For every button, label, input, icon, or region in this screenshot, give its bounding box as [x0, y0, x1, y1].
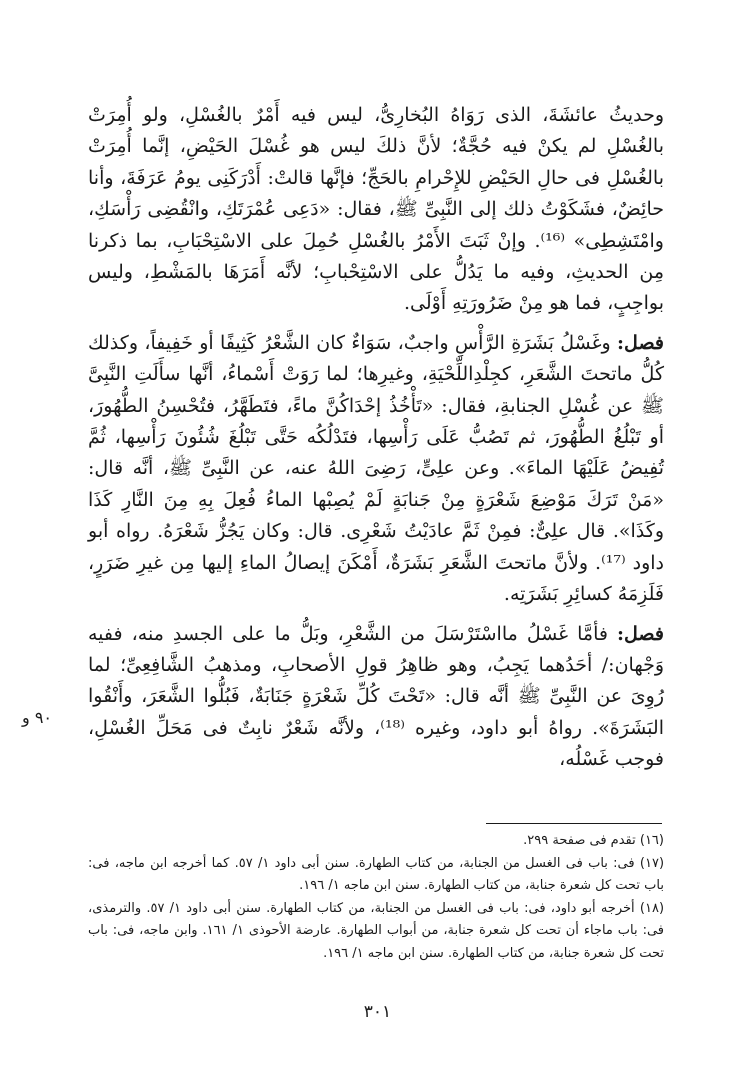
paragraph-text: وغَسْلُ بَشَرَةِ الرَّأْسِ واجبٌ، سَوَاءٌ كان الشَّعْرُ كَثِيفًا أو خَفِيفاً، وكذلك كُلُّ ماتحتَ الشَّعَرِ، كجِلْدِاللِّحْيَةِ، وغيرِها؛ لما رَوَتْ أَسْماءُ، أنَّها سأَلَتِ النَّبِىَّ ﷺ عن غُسْلِ الجنابةِ، فقال: «تَأْخُذُ إحْدَاكُنَّ ماءً، فتَطَهَّرُ، فتُحْسِنُ الطُّهُورَ، أو تَبْلُغُ الطُّهُورَ، ثم تَصُبُّ عَلَى رَأْسِها، فتَدْلُكُه حَتَّى تَبْلُغَ شُئُونَ رَأْسِها، ثُمَّ تُفِيضُ عَلَيْهَا الماءَ». وعن علِىٍّ، رَضِىَ اللهُ عنه، عن النَّبِىِّ ﷺ، أنَّه قال: «مَنْ تَرَكَ مَوْضِعَ شَعْرَةٍ مِنْ جَنابَةٍ لَمْ يُصِبْها الماءُ فُعِلَ بِهِ مِنَ النَّارِ كَذَا وكَذَا». قال علِىٌّ: فمِنْ ثَمَّ عادَيْتُ شَعْرِى. قال: وكان يَجُزُّ شَعْرَهُ. رواه أبو داود ⁽¹⁷⁾. ولأنَّ ماتحتَ الشَّعَرِ بَشَرَةٌ، أَمْكَنَ إيصالُ الماءِ إليها مِن غيرِ ضَرَرٍ، فَلَزِمَهُ كسائِرِ بَشَرَتِه.: [88, 331, 664, 606]
section-lead: فصل:: [617, 331, 665, 354]
paragraph-hadith-aisha: [88, 100, 664, 320]
footnote-18: (١٨) أخرجه أبو داود، فى: باب فى الغسل من الجنابة، من كتاب الطهارة. سنن أبى داود ١/ ٥٧. والترمذى، فى: باب ماجاء أن تحت كل شعرة جنابة، من أبواب الطهارة. عارضة الأحوذى ١/ ١٦١. وابن ماجه، فى: باب تحت كل شعرة جنابة، من كتاب الطهارة. سنن ابن ماجه ١/ ١٩٦.: [88, 900, 665, 961]
section-lead: فصل:: [617, 622, 664, 645]
margin-folio-note: ٩٠ و: [22, 708, 52, 727]
footnotes-block: [88, 830, 664, 966]
footnote-separator: [486, 823, 662, 824]
paragraph-fasl-hair: [88, 619, 664, 776]
main-text-block: [88, 100, 664, 776]
footnote-16: (١٦) تقدم فى صفحة ٢٩٩.: [523, 833, 664, 848]
paragraph-fasl-scalp: [88, 328, 664, 611]
footnote-17: (١٧) فى: باب فى الغسل من الجنابة، من كتاب الطهارة. سنن أبى داود ١/ ٥٧. كما أخرجه ابن ماجه، فى: باب تحت كل شعرة جنابة، من كتاب الطهارة. سنن ابن ماجه ١/ ١٩٦.: [88, 855, 665, 894]
paragraph-text: وحديثُ عائشَةَ، الذى رَوَاهُ البُخارِىُّ، ليس فيه أَمْرٌ بالغُسْلِ، ولو أُمِرَتْ بالغُسْلِ لم يكنْ فيه حُجَّةٌ؛ لأنَّ ذلكَ ليس هو غُسْلَ الحَيْضِ، إنَّما أُمِرَتْ بالغُسْلِ فى حالِ الحَيْضِ للإِحْرامِ بالحَجِّ؛ فإنَّها قالتْ: أَدْرَكَنِى يومُ عَرَفَةَ، وأنا حائِضٌ، فشَكَوْتُ ذلك إلى النَّبِىِّ ﷺ، فقال: «دَعِى عُمْرَتَكِ، وانْقُضِى رَأْسَكِ، وامْتَشِطِى» ⁽¹⁶⁾. وإنْ ثَبَتَ الأَمْرُ بالغُسْلِ حُمِلَ على الاسْتِحْبَابِ، بما ذكرنا مِن الحديثِ، وفيه ما يَدُلُّ على الاسْتِحْبابِ؛ لأنَّه أَمَرَهَا بالمَشْطِ، وليس بواجِبٍ، فما هو مِنْ ضَرُورَتِهِ أَوْلَى.: [88, 104, 664, 315]
paragraph-text: فأمَّا غَسْلُ مااسْتَرْسَلَ من الشَّعْرِ، وبَلُّ ما على الجسدِ منه، ففيه وَجْهان:/ أحَدُهما يَجِبُ، وهو ظاهِرُ قولِ الأصحابِ، ومذهبُ الشَّافِعِىِّ؛ لما رُوِىَ عن النَّبِىِّ ﷺ أنَّه قال: «تَحْتَ كُلِّ شَعْرَةٍ جَنَابَةٌ، فَبُلُّوا الشَّعَرَ، وأَنْقُوا البَشَرَةَ». رواهُ أبو داود، وغيره ⁽¹⁸⁾، ولأنَّه شَعْرٌ نابِتٌ فى مَحَلِّ الغُسْلِ، فوجب غَسْلُه،: [88, 622, 664, 771]
page-number: ٣٠١: [363, 1002, 392, 1022]
